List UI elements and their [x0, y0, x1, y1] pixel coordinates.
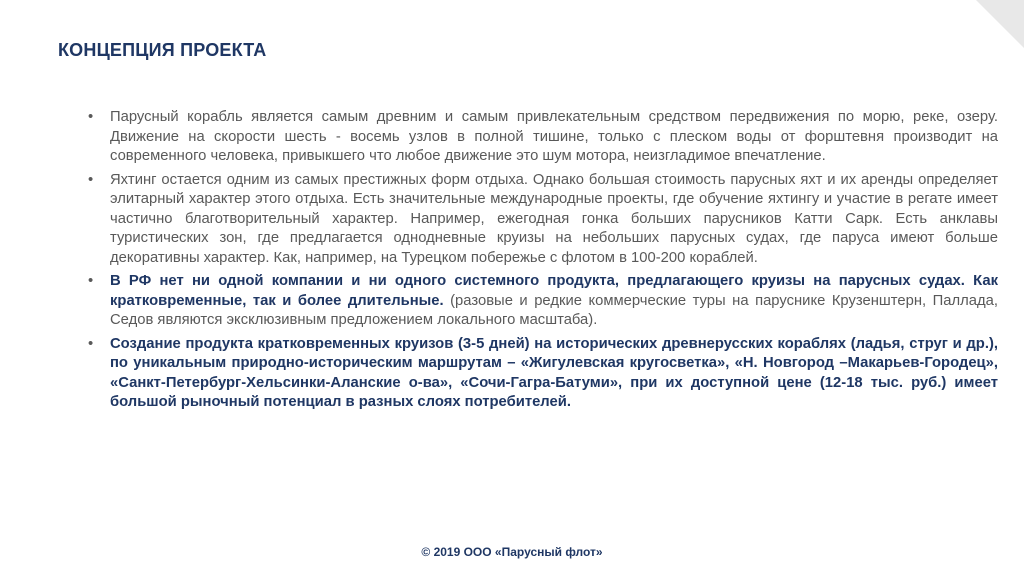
item-emphasis: Создание продукта кратковременных круизов (3-5 дней) на исторических древнерусских кораблях (ладья, струг и др.), по уникальным природно-историческим маршрутам – «Жигулевская кругосветка», «Н. Новгород –Макарьев-Городец», «Санкт-Петербург-Хельсинки-Аланские о-ва», «Сочи-Гагра-Батуми», при их доступной цене (12-18 тыс. руб.) имеет большой рыночный потенциал в разных слоях потребителей.: [110, 335, 998, 410]
item-text: (разовые и редкие коммерческие туры на паруснике Крузенштерн, Паллада, Седов являются эксклюзивным предложением локального масштаба).: [110, 292, 998, 328]
corner-decoration: [976, 0, 1024, 48]
bullet-icon: •: [88, 171, 94, 188]
bullet-icon: •: [88, 109, 94, 125]
bullet-icon: •: [88, 273, 94, 289]
bullet-icon: •: [88, 335, 94, 352]
item-emphasis: В РФ нет ни одной компании и ни одного системного продукта, предлагающего круизы на парусных судах. Как кратковременные, так и более длительные.: [110, 273, 998, 309]
list-item: [88, 171, 998, 269]
slide-title: КОНЦЕПЦИЯ ПРОЕКТА: [58, 40, 267, 60]
footer-copyright: © 2019 ООО «Парусный флот»: [421, 545, 603, 559]
item-text: Парусный корабль является самым древним и самым привлекательным средством передвижения по морю, реке, озеру. Движение на скорости шесть - восемь узлов в полной тишине, только с плеском воды от форштевня производит на современного человека, привыкшего что любое движение это шум мотора, неизгладимое впечатление.: [110, 109, 998, 164]
list-item: [88, 335, 998, 413]
item-text: Яхтинг остается одним из самых престижных форм отдыха. Однако большая стоимость парусных яхт и их аренды определяет элитарный характер этого отдыха. Есть значительные международные проекты, где обучение яхтингу и участие в регате имеет частично благотворительный характер. Например, ежегодная гонка больших парусников Катти Сарк. Есть анклавы туристических зон, где предлагается однодневные круизы на небольших парусных судах, где паруса имеют больше декоративны характер. Как, например, на Турецком побережье с флотом в 100-200 кораблей.: [110, 171, 998, 266]
bullet-list: [88, 108, 998, 417]
list-item: [88, 108, 998, 167]
list-item: [88, 272, 998, 331]
